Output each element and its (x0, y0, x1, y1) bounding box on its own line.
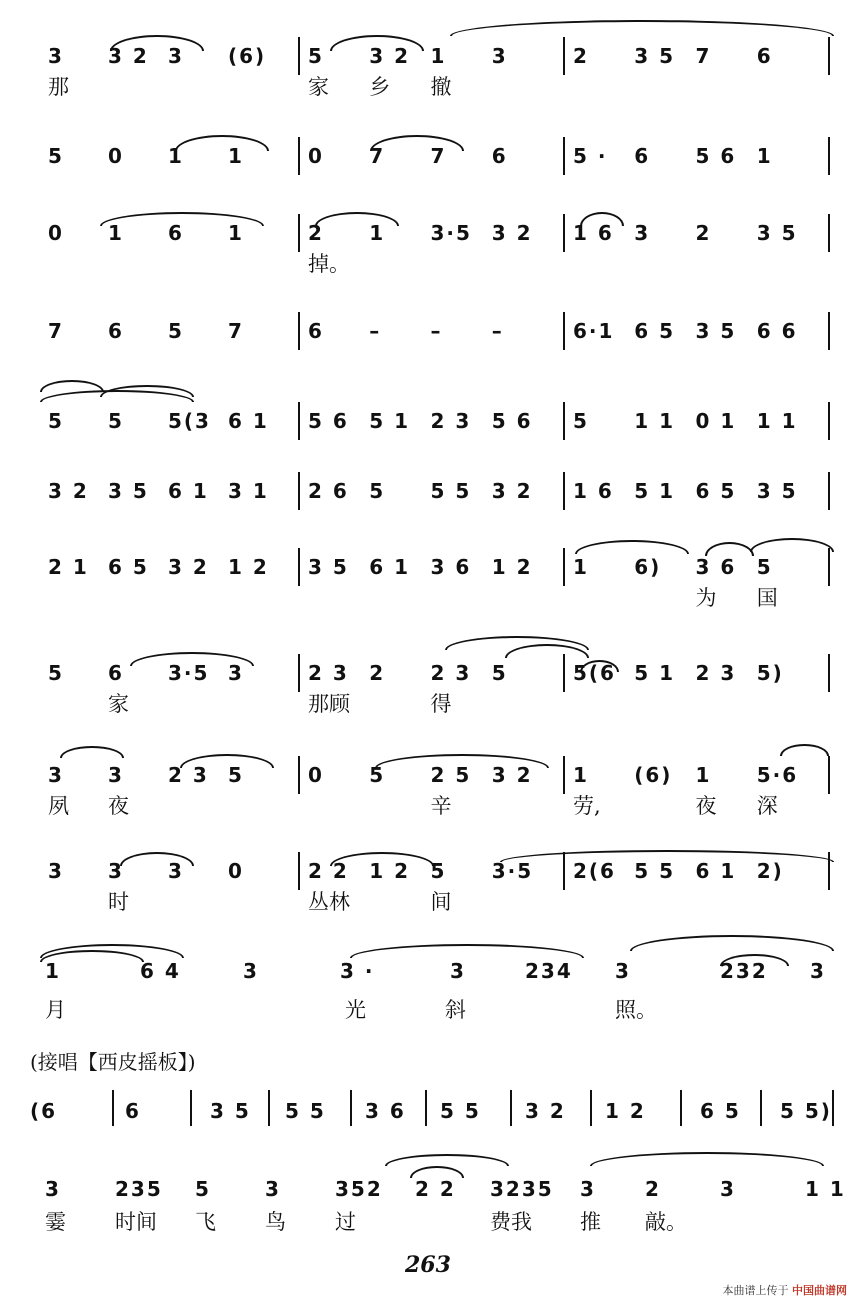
slur-arc (60, 746, 124, 758)
note-beat: 1 (228, 221, 244, 245)
note-beat: 5 (195, 1177, 211, 1201)
note-beat: 1 2 (605, 1099, 646, 1123)
note-beat: 6 1 (369, 555, 411, 579)
note-beat: 3 · (340, 959, 375, 983)
note-beat: 5 5 (634, 859, 676, 883)
note-beat: 6 5 (108, 555, 149, 579)
note-beat: 2) (756, 859, 784, 883)
note-beat: 3 6 (430, 555, 472, 579)
note-beat: 1 1 (805, 1177, 846, 1201)
bar-line (298, 756, 300, 794)
note-beat: 6 (108, 661, 124, 685)
note-beat: 6) (634, 555, 662, 579)
note-beat: 6 (125, 1099, 141, 1123)
note-beat: 1 2 (369, 859, 411, 883)
note-beat: 5 1 (369, 409, 411, 433)
bar-line (563, 654, 565, 692)
note-beat: 3 (48, 859, 64, 883)
note-beat: 5 5) (780, 1099, 832, 1123)
note-beat: 1 (108, 221, 124, 245)
lyric-syllable: 月 (45, 998, 66, 1022)
note-beat: 5 (756, 555, 773, 579)
bar-line (828, 137, 830, 175)
slur-arc (720, 954, 789, 966)
note-beat: 3 (265, 1177, 281, 1201)
note-beat: 6 (108, 319, 124, 343)
lyric-syllable: 时 (108, 890, 129, 914)
bar-line (298, 402, 300, 440)
page-number: 263 (405, 1252, 451, 1278)
note-beat: 5 (369, 763, 386, 787)
lyric-syllable: 照。 (615, 998, 657, 1022)
note-beat: 1 6 (573, 479, 614, 503)
note-beat: 3·5 (168, 661, 210, 685)
note-beat: 5 5 (285, 1099, 326, 1123)
note-beat: 3 (615, 959, 631, 983)
note-beat: 5 (228, 763, 244, 787)
note-beat: 5 6 (308, 409, 349, 433)
bar-line (563, 402, 565, 440)
upload-credit (723, 1282, 848, 1298)
note-beat: 1 (430, 44, 447, 68)
lyric-syllable: 那顾 (308, 692, 350, 716)
note-beat: 3 6 (695, 555, 737, 579)
note-beat: 6 (756, 44, 773, 68)
note-beat: 1 6 (573, 221, 614, 245)
note-beat: 5 1 (634, 479, 676, 503)
note-beat: 5 (48, 409, 64, 433)
note-beat: 3 (48, 763, 64, 787)
note-beat: 2 3 (695, 661, 737, 685)
note-beat: 5 (573, 409, 589, 433)
note-beat: 3 (491, 44, 508, 68)
bar-line (828, 654, 830, 692)
note-beat: 3 (580, 1177, 596, 1201)
slur-arc (705, 542, 754, 556)
note-beat: 3 5 (756, 221, 798, 245)
slur-arc (375, 754, 549, 768)
note-beat: 1 2 (491, 555, 533, 579)
note-beat: 3 (634, 221, 651, 245)
note-beat: 5 (430, 859, 447, 883)
bar-line (828, 852, 830, 890)
note-beat: 3 5 (108, 479, 149, 503)
note-beat: 5 (48, 144, 64, 168)
lyric-syllable: 夜 (108, 794, 129, 818)
note-beat: 5 (168, 319, 184, 343)
slur-arc (100, 212, 264, 226)
bar-line (298, 214, 300, 252)
note-beat: 1 (695, 763, 712, 787)
bar-line (828, 402, 830, 440)
slur-arc (175, 135, 269, 151)
lyric-syllable: 乡 (369, 75, 391, 99)
note-beat: 3 5 (695, 319, 737, 343)
bar-line (298, 137, 300, 175)
slur-arc (575, 540, 689, 554)
interlude-header: (接唱【西皮摇板】) (30, 1050, 196, 1074)
note-beat: 5(6 (573, 661, 616, 685)
note-beat: 3 (450, 959, 466, 983)
note-beat: – (430, 319, 443, 343)
note-beat: 1 2 (228, 555, 269, 579)
slur-arc (780, 744, 829, 756)
lyric-syllable: 家 (108, 692, 129, 716)
note-beat: 5 (491, 661, 508, 685)
note-beat: 1 1 (634, 409, 676, 433)
note-beat: 1 (369, 221, 386, 245)
note-beat: 0 (228, 859, 244, 883)
note-beat: 3 (48, 44, 64, 68)
note-beat: 0 (308, 763, 324, 787)
slur-arc (750, 538, 834, 552)
note-beat: 5 5 (430, 479, 472, 503)
bar-line (190, 1090, 192, 1126)
note-beat: 3 2 (491, 221, 533, 245)
note-beat: 6 (634, 144, 651, 168)
note-beat: 7 (430, 144, 447, 168)
lyric-syllable: 深 (756, 794, 778, 818)
note-beat: 2 3 (430, 409, 472, 433)
note-beat: 2 2 (415, 1177, 456, 1201)
slur-arc (330, 852, 434, 866)
bar-line (828, 37, 830, 75)
note-beat: 3 (228, 661, 244, 685)
bar-line (112, 1090, 114, 1126)
slur-arc (580, 212, 624, 226)
bar-line (298, 852, 300, 890)
note-beat: 6 5 (700, 1099, 741, 1123)
note-beat: 3 2 (48, 479, 89, 503)
note-beat: 3 2 (369, 44, 411, 68)
note-beat: 2 2 (308, 859, 349, 883)
note-beat: 6 (168, 221, 184, 245)
lyric-syllable: 那 (48, 75, 69, 99)
bar-line (828, 548, 830, 586)
bar-line (828, 214, 830, 252)
note-beat: 235 (115, 1177, 163, 1201)
credit-site: 中国曲谱网 (792, 1284, 847, 1297)
note-beat: 2 (645, 1177, 661, 1201)
bar-line (298, 37, 300, 75)
note-beat: 3 (243, 959, 259, 983)
note-beat: 2 3 (430, 661, 472, 685)
note-beat: 1 (45, 959, 61, 983)
lyric-syllable: 夙 (48, 794, 69, 818)
note-beat: 5 (308, 44, 324, 68)
note-beat: 6 (491, 144, 508, 168)
bar-line (563, 37, 565, 75)
bar-line (563, 472, 565, 510)
note-beat: 3 (168, 859, 184, 883)
note-beat: 0 (48, 221, 64, 245)
slur-arc (330, 35, 424, 51)
note-beat: 5 6 (695, 144, 737, 168)
note-beat: 3 (168, 44, 184, 68)
note-beat: 1 (228, 144, 244, 168)
note-beat: 1 (756, 144, 773, 168)
note-beat: 0 1 (695, 409, 737, 433)
slur-arc (120, 852, 194, 866)
note-beat: 3 (45, 1177, 61, 1201)
note-beat: 5 (108, 409, 124, 433)
lyric-syllable: 掉。 (308, 252, 350, 276)
note-beat: 3 5 (308, 555, 349, 579)
bar-line (563, 548, 565, 586)
note-beat: 3·5 (491, 859, 534, 883)
slur-arc (130, 652, 254, 666)
slur-arc (350, 944, 584, 958)
note-beat: 3 1 (228, 479, 269, 503)
lyric-syllable: 撤 (430, 75, 452, 99)
bar-line (590, 1090, 592, 1126)
note-beat: 6 (308, 319, 324, 343)
lyric-syllable: 时间 (115, 1210, 157, 1234)
note-beat: 6 1 (695, 859, 737, 883)
note-beat: 3 2 (108, 44, 149, 68)
note-beat: 3 (720, 1177, 736, 1201)
note-beat: 2 (573, 44, 589, 68)
note-beat: 6 5 (634, 319, 676, 343)
note-beat: 2(6 (573, 859, 616, 883)
note-beat: 0 (108, 144, 124, 168)
lyric-syllable: 飞 (195, 1210, 216, 1234)
note-beat: 234 (525, 959, 573, 983)
bar-line (828, 472, 830, 510)
note-beat: 2 3 (308, 661, 349, 685)
slur-arc (370, 135, 464, 151)
note-beat: 6 4 (140, 959, 181, 983)
note-beat: 3 2 (491, 763, 533, 787)
bar-line (563, 312, 565, 350)
bar-line (298, 654, 300, 692)
note-beat: 0 (308, 144, 324, 168)
bar-line (563, 137, 565, 175)
note-beat: 5 1 (634, 661, 676, 685)
note-beat: 2 (308, 221, 324, 245)
note-beat: 6 1 (168, 479, 209, 503)
bar-line (298, 312, 300, 350)
note-beat: 3 (810, 959, 826, 983)
note-beat: 2 5 (430, 763, 472, 787)
slur-arc (590, 1152, 824, 1166)
lyric-syllable: 辛 (430, 794, 452, 818)
bar-line (828, 312, 830, 350)
note-beat: 232 (720, 959, 768, 983)
note-beat: 1 (168, 144, 184, 168)
bar-line (828, 756, 830, 794)
note-beat: 3 2 (525, 1099, 566, 1123)
lyric-syllable: 推 (580, 1210, 601, 1234)
lyric-syllable: 霎 (45, 1210, 66, 1234)
note-beat: 3 (108, 859, 124, 883)
bar-line (268, 1090, 270, 1126)
note-beat: 3235 (490, 1177, 554, 1201)
lyric-syllable: 夜 (695, 794, 717, 818)
lyric-syllable: 得 (430, 692, 452, 716)
note-beat: 3·5 (430, 221, 472, 245)
note-beat: 2 (695, 221, 712, 245)
note-beat: 2 6 (308, 479, 349, 503)
note-beat: 5 6 (491, 409, 533, 433)
note-beat: 5 · (573, 144, 608, 168)
note-beat: 6·1 (573, 319, 615, 343)
note-beat: – (491, 319, 504, 343)
note-beat: 5 (369, 479, 386, 503)
note-beat: 5·6 (756, 763, 799, 787)
note-beat: 7 (369, 144, 386, 168)
lyric-syllable: 光 (345, 998, 366, 1022)
credit-prefix: 本曲谱上传于 (722, 1284, 789, 1297)
note-beat: 3 2 (491, 479, 533, 503)
note-beat: 3 6 (365, 1099, 406, 1123)
note-beat: 6 6 (756, 319, 798, 343)
note-beat: 6 1 (228, 409, 269, 433)
lyric-syllable: 间 (430, 890, 452, 914)
lyric-syllable: 斜 (445, 998, 466, 1022)
note-beat: 7 (228, 319, 244, 343)
note-beat: 3 5 (210, 1099, 251, 1123)
lyric-syllable: 过 (335, 1210, 356, 1234)
note-beat: 6 5 (695, 479, 737, 503)
note-beat: 7 (695, 44, 712, 68)
lyric-syllable: 家 (308, 75, 329, 99)
lyric-syllable: 劳, (573, 794, 601, 818)
lyric-syllable: 鸟 (265, 1210, 286, 1234)
bar-line (350, 1090, 352, 1126)
note-beat: 2 3 (168, 763, 209, 787)
bar-line (760, 1090, 762, 1126)
slur-arc (385, 1154, 509, 1166)
note-beat: 1 (573, 763, 589, 787)
lyric-syllable: 费我 (490, 1210, 532, 1234)
note-beat: – (369, 319, 382, 343)
note-beat: 352 (335, 1177, 383, 1201)
bar-line (298, 472, 300, 510)
note-beat: 1 (573, 555, 589, 579)
note-beat: 5(3 (168, 409, 211, 433)
note-beat: 3 5 (756, 479, 798, 503)
slur-arc (315, 212, 399, 226)
note-beat: 1 1 (756, 409, 798, 433)
slur-arc (180, 754, 274, 768)
slur-arc (500, 850, 834, 862)
slur-arc (110, 35, 204, 51)
slur-arc (630, 935, 834, 951)
bar-line (510, 1090, 512, 1126)
bar-line (832, 1090, 834, 1126)
bar-line (298, 548, 300, 586)
note-beat: 2 1 (48, 555, 89, 579)
note-beat: 5 (48, 661, 64, 685)
lyric-syllable: 国 (756, 586, 778, 610)
note-beat: 3 2 (168, 555, 209, 579)
note-beat: 5 5 (440, 1099, 481, 1123)
lyric-syllable: 敲。 (645, 1210, 687, 1234)
bar-line (425, 1090, 427, 1126)
lyric-syllable: 为 (695, 586, 717, 610)
note-beat: 2 (369, 661, 386, 685)
slur-arc (450, 20, 834, 36)
bar-line (563, 756, 565, 794)
note-beat: (6 (30, 1099, 58, 1123)
note-beat: 5) (756, 661, 784, 685)
bar-line (680, 1090, 682, 1126)
bar-line (563, 214, 565, 252)
note-beat: 3 5 (634, 44, 676, 68)
note-beat: 7 (48, 319, 64, 343)
lyric-syllable: 丛林 (308, 890, 350, 914)
note-beat: (6) (228, 44, 267, 68)
note-beat: (6) (634, 763, 673, 787)
note-beat: 3 (108, 763, 124, 787)
